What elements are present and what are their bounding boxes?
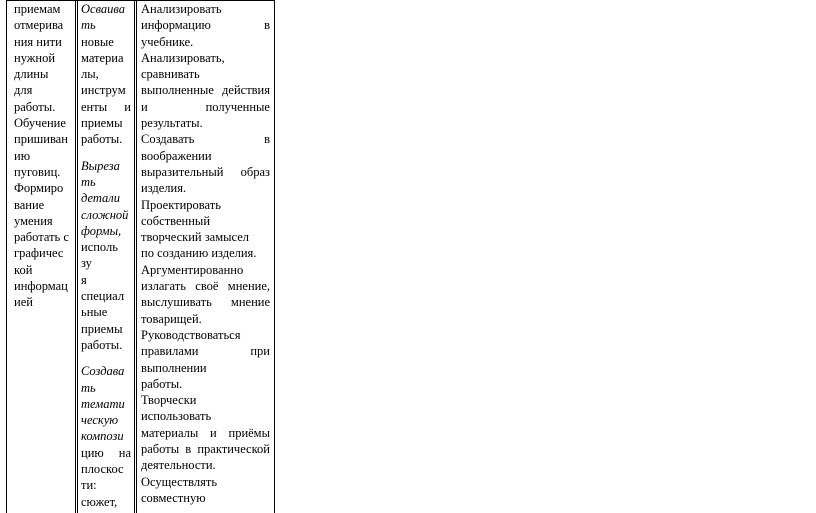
- text-word: правилами: [141, 344, 199, 359]
- text-line: [141, 99, 270, 115]
- text-line: Руководствоваться: [141, 327, 241, 342]
- table-cell-activities: [81, 1, 131, 510]
- text-line: зу: [81, 256, 92, 271]
- text-line: выполнении: [141, 360, 207, 375]
- text-line: специал: [81, 289, 125, 304]
- text-line: [141, 82, 270, 98]
- text-line: новые: [81, 34, 114, 49]
- text-line: ческую: [81, 413, 119, 428]
- text-line: ния нити: [14, 34, 62, 49]
- text-word: при: [250, 344, 270, 359]
- text-line: исполь: [81, 240, 118, 255]
- text-word: материалы: [141, 425, 199, 440]
- text-line: инструм: [81, 83, 126, 98]
- text-line: длины: [14, 67, 49, 82]
- text-line: [141, 343, 270, 359]
- text-line: Анализировать,: [141, 50, 225, 65]
- text-line: изделия.: [141, 181, 187, 196]
- text-word: мнение: [230, 295, 270, 310]
- text-line: сравнивать: [141, 67, 200, 82]
- text-word: мнение,: [227, 279, 270, 294]
- text-word: своё: [195, 279, 219, 294]
- text-line: информац: [14, 279, 68, 294]
- text-line: работы.: [141, 376, 183, 391]
- text-word: выполненные: [141, 83, 214, 98]
- text-line: кой: [14, 262, 33, 277]
- text-line: работы.: [14, 99, 56, 114]
- table-column-divider: [134, 0, 135, 513]
- text-line: [141, 164, 270, 180]
- text-line: результаты.: [141, 116, 203, 131]
- text-line: [141, 441, 270, 457]
- text-line: ть: [81, 174, 96, 189]
- text-line: Анализировать: [141, 2, 222, 16]
- text-line: ьные: [81, 305, 108, 320]
- text-line: Аргументированно: [141, 262, 244, 277]
- text-line: [81, 99, 131, 115]
- paragraph-gap: [81, 353, 131, 363]
- text-line: плоскос: [81, 462, 124, 477]
- table-border-right: [274, 0, 275, 513]
- text-line: материа: [81, 50, 124, 65]
- text-line: приемы: [81, 321, 123, 336]
- text-line: использовать: [141, 409, 212, 424]
- text-line: нужной: [14, 50, 56, 65]
- text-line: совместную: [141, 490, 206, 505]
- text-line: пуговиц.: [14, 164, 61, 179]
- text-word: в: [264, 132, 270, 147]
- text-line: творческий замысел: [141, 230, 250, 245]
- text-line: приемы: [81, 116, 123, 131]
- text-line: работы.: [81, 337, 123, 352]
- text-line: собственный: [141, 213, 211, 228]
- text-line: Выреза: [81, 158, 120, 173]
- text-line: деятельности.: [141, 458, 216, 473]
- text-word: работы: [141, 442, 180, 457]
- text-line: [141, 17, 270, 33]
- table-cell-topic: [14, 1, 72, 311]
- text-line: Осуществлять: [141, 474, 218, 489]
- text-line: ти:: [81, 478, 97, 493]
- text-line: Осваива: [81, 2, 126, 16]
- text-line: [141, 294, 270, 310]
- table-column-divider: [77, 0, 78, 513]
- text-line: ть: [81, 18, 96, 33]
- text-line: лы,: [81, 67, 99, 82]
- text-line: отмерива: [14, 18, 64, 33]
- text-word: и: [141, 99, 148, 114]
- text-line: [141, 131, 270, 147]
- text-line: умения: [14, 213, 53, 228]
- text-word: цию: [81, 445, 104, 460]
- table-cell-skills: [141, 1, 270, 506]
- table-column-divider: [136, 0, 137, 513]
- text-line: пришиван: [14, 132, 68, 147]
- text-line: для: [14, 83, 33, 98]
- text-line: Формиро: [14, 181, 64, 196]
- text-line: детали: [81, 191, 120, 206]
- text-word: в: [185, 442, 192, 457]
- text-word: практической: [197, 442, 270, 457]
- text-line: темати: [81, 396, 125, 411]
- text-line: Создава: [81, 364, 125, 379]
- text-line: по созданию изделия.: [141, 246, 257, 261]
- text-word: образ: [240, 164, 270, 179]
- text-line: вание: [14, 197, 45, 212]
- text-line: компози: [81, 429, 124, 444]
- text-word: полученные: [205, 99, 270, 114]
- text-line: воображении: [141, 148, 212, 163]
- text-word: информацию: [141, 18, 211, 33]
- text-line: Творчески: [141, 393, 197, 408]
- text-word: действия: [222, 83, 270, 98]
- text-line: я: [81, 272, 87, 287]
- paragraph-gap: [81, 148, 131, 158]
- text-line: [141, 278, 270, 294]
- text-word: и: [210, 425, 217, 440]
- text-line: графичес: [14, 246, 64, 261]
- text-word: приёмы: [228, 425, 270, 440]
- table-border-left: [6, 0, 7, 513]
- text-line: ией: [14, 295, 33, 310]
- text-line: товарищей.: [141, 311, 202, 326]
- text-line: [141, 425, 270, 441]
- text-line: сложной: [81, 207, 129, 222]
- text-line: ию: [14, 148, 31, 163]
- text-line: [81, 445, 131, 461]
- text-word: в: [264, 18, 270, 33]
- text-word: выслушивать: [141, 295, 212, 310]
- text-line: работать с: [14, 230, 69, 245]
- text-line: приемам: [14, 2, 61, 16]
- text-line: Проектировать: [141, 197, 221, 212]
- text-word: Создавать: [141, 132, 195, 147]
- text-word: енты: [81, 99, 108, 114]
- text-word: излагать: [141, 279, 186, 294]
- text-line: сюжет,: [81, 494, 118, 509]
- text-line: учебнике.: [141, 34, 194, 49]
- text-line: формы,: [81, 223, 122, 238]
- text-word: выразительный: [141, 164, 224, 179]
- text-line: работы.: [81, 132, 123, 147]
- text-word: и: [124, 99, 131, 114]
- table-column-divider: [75, 0, 76, 513]
- text-line: ть: [81, 380, 96, 395]
- text-line: Обучение: [14, 116, 66, 131]
- text-word: на: [118, 445, 131, 460]
